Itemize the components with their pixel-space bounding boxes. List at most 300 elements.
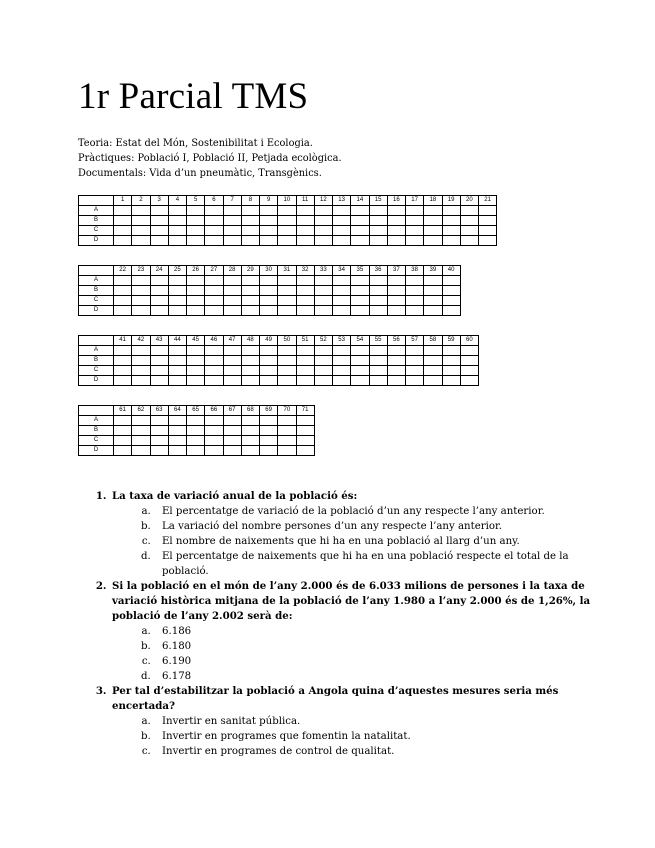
grid-answer-cell[interactable]: [278, 306, 296, 316]
grid-answer-cell[interactable]: [424, 236, 442, 246]
grid-answer-cell[interactable]: [114, 206, 132, 216]
grid-answer-cell[interactable]: [114, 346, 132, 356]
grid-answer-cell[interactable]: [406, 306, 424, 316]
grid-answer-cell[interactable]: [132, 306, 150, 316]
grid-answer-cell[interactable]: [241, 216, 259, 226]
grid-answer-cell[interactable]: [314, 216, 332, 226]
grid-answer-cell[interactable]: [387, 366, 405, 376]
grid-answer-cell[interactable]: [479, 226, 497, 236]
grid-answer-cell[interactable]: [296, 276, 314, 286]
grid-answer-cell[interactable]: [150, 306, 168, 316]
grid-answer-cell[interactable]: [150, 296, 168, 306]
question-item: [110, 684, 610, 759]
grid-answer-cell[interactable]: [223, 446, 241, 456]
grid-answer-cell[interactable]: [241, 226, 259, 236]
grid-answer-cell[interactable]: [406, 376, 424, 386]
grid-answer-cell[interactable]: [223, 306, 241, 316]
grid-answer-cell[interactable]: [132, 416, 150, 426]
grid-answer-cell[interactable]: [205, 216, 223, 226]
grid-answer-cell[interactable]: [406, 236, 424, 246]
grid-answer-cell[interactable]: [168, 426, 186, 436]
answer-option[interactable]: a. Invertir en sanitat pública.: [154, 714, 610, 729]
grid-answer-cell[interactable]: [442, 286, 460, 296]
grid-answer-cell[interactable]: [241, 366, 259, 376]
grid-answer-cell[interactable]: [168, 286, 186, 296]
grid-answer-cell[interactable]: [150, 416, 168, 426]
grid-answer-cell[interactable]: [278, 276, 296, 286]
grid-answer-cell[interactable]: [168, 346, 186, 356]
grid-answer-cell[interactable]: [314, 226, 332, 236]
grid-answer-cell[interactable]: [278, 236, 296, 246]
grid-answer-cell[interactable]: [296, 446, 314, 456]
grid-answer-cell[interactable]: [114, 286, 132, 296]
grid-answer-cell[interactable]: [296, 296, 314, 306]
grid-answer-cell[interactable]: [278, 436, 296, 446]
grid-answer-cell[interactable]: [424, 366, 442, 376]
grid-answer-cell[interactable]: [278, 216, 296, 226]
grid-answer-cell[interactable]: [223, 416, 241, 426]
grid-answer-cell[interactable]: [369, 356, 387, 366]
grid-answer-cell[interactable]: [205, 206, 223, 216]
grid-answer-cell[interactable]: [241, 416, 259, 426]
grid-answer-cell[interactable]: [406, 346, 424, 356]
grid-answer-cell[interactable]: [150, 346, 168, 356]
grid-answer-cell[interactable]: [387, 376, 405, 386]
grid-answer-cell[interactable]: [132, 356, 150, 366]
grid-answer-cell[interactable]: [132, 426, 150, 436]
grid-answer-cell[interactable]: [406, 366, 424, 376]
grid-answer-cell[interactable]: [387, 286, 405, 296]
grid-answer-cell[interactable]: [460, 216, 478, 226]
grid-answer-cell[interactable]: [168, 356, 186, 366]
grid-answer-cell[interactable]: [132, 366, 150, 376]
grid-answer-cell[interactable]: [150, 376, 168, 386]
answer-option[interactable]: c. El nombre de naixements que hi ha en una població al llarg d’un any.: [154, 534, 610, 549]
grid-answer-cell[interactable]: [424, 216, 442, 226]
grid-answer-cell[interactable]: [424, 296, 442, 306]
grid-answer-cell[interactable]: [351, 306, 369, 316]
grid-answer-cell[interactable]: [369, 296, 387, 306]
grid-answer-cell[interactable]: [369, 226, 387, 236]
grid-answer-cell[interactable]: [132, 286, 150, 296]
grid-answer-cell[interactable]: [442, 346, 460, 356]
answer-option[interactable]: c. 6.190: [154, 654, 610, 669]
grid-answer-cell[interactable]: [187, 426, 205, 436]
answer-option[interactable]: b. 6.180: [154, 639, 610, 654]
grid-answer-cell[interactable]: [260, 346, 278, 356]
grid-answer-cell[interactable]: [278, 226, 296, 236]
grid-answer-cell[interactable]: [114, 306, 132, 316]
grid-answer-cell[interactable]: [442, 226, 460, 236]
grid-answer-cell[interactable]: [168, 226, 186, 236]
grid-answer-cell[interactable]: [351, 276, 369, 286]
grid-answer-cell[interactable]: [168, 206, 186, 216]
grid-answer-cell[interactable]: [187, 366, 205, 376]
grid-answer-cell[interactable]: [479, 216, 497, 226]
grid-answer-cell[interactable]: [351, 376, 369, 386]
grid-answer-cell[interactable]: [132, 376, 150, 386]
grid-answer-cell[interactable]: [460, 226, 478, 236]
grid-answer-cell[interactable]: [114, 276, 132, 286]
grid-answer-cell[interactable]: [296, 286, 314, 296]
grid-answer-cell[interactable]: [260, 376, 278, 386]
grid-answer-cell[interactable]: [260, 426, 278, 436]
grid-answer-cell[interactable]: [442, 276, 460, 286]
grid-answer-cell[interactable]: [260, 286, 278, 296]
grid-answer-cell[interactable]: [424, 356, 442, 366]
grid-answer-cell[interactable]: [168, 296, 186, 306]
grid-answer-cell[interactable]: [260, 306, 278, 316]
grid-answer-cell[interactable]: [132, 446, 150, 456]
grid-answer-cell[interactable]: [223, 356, 241, 366]
grid-answer-cell[interactable]: [260, 216, 278, 226]
grid-answer-cell[interactable]: [150, 366, 168, 376]
grid-answer-cell[interactable]: [424, 306, 442, 316]
grid-answer-cell[interactable]: [296, 216, 314, 226]
grid-answer-cell[interactable]: [314, 236, 332, 246]
grid-answer-cell[interactable]: [223, 286, 241, 296]
grid-answer-cell[interactable]: [351, 296, 369, 306]
grid-answer-cell[interactable]: [387, 346, 405, 356]
answer-option[interactable]: b. Invertir en programes que fomentin la natalitat.: [154, 729, 610, 744]
grid-answer-cell[interactable]: [241, 236, 259, 246]
grid-answer-cell[interactable]: [460, 346, 478, 356]
grid-answer-cell[interactable]: [223, 226, 241, 236]
grid-answer-cell[interactable]: [132, 296, 150, 306]
grid-answer-cell[interactable]: [296, 436, 314, 446]
grid-answer-cell[interactable]: [260, 236, 278, 246]
grid-answer-cell[interactable]: [114, 426, 132, 436]
grid-answer-cell[interactable]: [114, 216, 132, 226]
grid-answer-cell[interactable]: [187, 296, 205, 306]
grid-answer-cell[interactable]: [114, 226, 132, 236]
grid-answer-cell[interactable]: [296, 236, 314, 246]
grid-answer-cell[interactable]: [187, 286, 205, 296]
grid-answer-cell[interactable]: [132, 276, 150, 286]
grid-answer-cell[interactable]: [205, 366, 223, 376]
answer-option[interactable]: d. 6.178: [154, 669, 610, 684]
grid-answer-cell[interactable]: [150, 356, 168, 366]
answer-option[interactable]: d. El percentatge de naixements que hi ha en una població respecte el total de la població.: [154, 549, 610, 579]
grid-answer-cell[interactable]: [150, 436, 168, 446]
grid-answer-cell[interactable]: [241, 296, 259, 306]
grid-answer-cell[interactable]: [442, 236, 460, 246]
grid-answer-cell[interactable]: [187, 376, 205, 386]
grid-row: [79, 426, 315, 436]
grid-answer-cell[interactable]: [241, 276, 259, 286]
grid-answer-cell[interactable]: [168, 236, 186, 246]
grid-answer-cell[interactable]: [260, 366, 278, 376]
grid-answer-cell[interactable]: [132, 206, 150, 216]
grid-answer-cell[interactable]: [406, 226, 424, 236]
grid-answer-cell[interactable]: [460, 206, 478, 216]
grid-answer-cell[interactable]: [406, 206, 424, 216]
grid-answer-cell[interactable]: [168, 306, 186, 316]
grid-answer-cell[interactable]: [424, 286, 442, 296]
grid-answer-cell[interactable]: [406, 216, 424, 226]
grid-answer-cell[interactable]: [406, 286, 424, 296]
grid-answer-cell[interactable]: [223, 436, 241, 446]
grid-answer-cell[interactable]: [114, 416, 132, 426]
grid-answer-cell[interactable]: [296, 426, 314, 436]
grid-answer-cell[interactable]: [223, 346, 241, 356]
grid-answer-cell[interactable]: [205, 356, 223, 366]
grid-answer-cell[interactable]: [150, 236, 168, 246]
grid-answer-cell[interactable]: [114, 436, 132, 446]
grid-answer-cell[interactable]: [351, 286, 369, 296]
grid-answer-cell[interactable]: [187, 216, 205, 226]
grid-answer-cell[interactable]: [314, 276, 332, 286]
grid-answer-cell[interactable]: [387, 296, 405, 306]
grid-answer-cell[interactable]: [205, 226, 223, 236]
grid-answer-cell[interactable]: [296, 416, 314, 426]
grid-answer-cell[interactable]: [369, 216, 387, 226]
grid-answer-cell[interactable]: [333, 216, 351, 226]
grid-answer-cell[interactable]: [351, 366, 369, 376]
grid-answer-cell[interactable]: [424, 226, 442, 236]
grid-answer-cell[interactable]: [241, 306, 259, 316]
grid-answer-cell[interactable]: [205, 376, 223, 386]
grid-answer-cell[interactable]: [406, 296, 424, 306]
grid-answer-cell[interactable]: [168, 276, 186, 286]
grid-answer-cell[interactable]: [479, 236, 497, 246]
grid-answer-cell[interactable]: [314, 286, 332, 296]
grid-answer-cell[interactable]: [205, 296, 223, 306]
grid-answer-cell[interactable]: [223, 296, 241, 306]
grid-answer-cell[interactable]: [351, 216, 369, 226]
grid-answer-cell[interactable]: [314, 296, 332, 306]
grid-answer-cell[interactable]: [205, 426, 223, 436]
grid-answer-cell[interactable]: [168, 366, 186, 376]
grid-answer-cell[interactable]: [387, 216, 405, 226]
grid-answer-cell[interactable]: [223, 216, 241, 226]
grid-answer-cell[interactable]: [114, 376, 132, 386]
grid-answer-cell[interactable]: [333, 206, 351, 216]
grid-answer-cell[interactable]: [205, 306, 223, 316]
grid-answer-cell[interactable]: [296, 346, 314, 356]
grid-answer-cell[interactable]: [241, 376, 259, 386]
grid-answer-cell[interactable]: [369, 236, 387, 246]
answer-option[interactable]: b. La variació del nombre persones d’un any respecte l’any anterior.: [154, 519, 610, 534]
grid-answer-cell[interactable]: [369, 306, 387, 316]
grid-answer-cell[interactable]: [223, 236, 241, 246]
grid-answer-cell[interactable]: [406, 356, 424, 366]
grid-answer-cell[interactable]: [333, 226, 351, 236]
grid-answer-cell[interactable]: [333, 276, 351, 286]
grid-answer-cell[interactable]: [442, 306, 460, 316]
grid-answer-cell[interactable]: [241, 446, 259, 456]
grid-answer-cell[interactable]: [369, 276, 387, 286]
grid-answer-cell[interactable]: [278, 206, 296, 216]
grid-answer-cell[interactable]: [442, 216, 460, 226]
grid-answer-cell[interactable]: [278, 376, 296, 386]
grid-answer-cell[interactable]: [150, 206, 168, 216]
grid-answer-cell[interactable]: [460, 236, 478, 246]
grid-answer-cell[interactable]: [187, 236, 205, 246]
grid-answer-cell[interactable]: [314, 356, 332, 366]
grid-answer-cell[interactable]: [114, 366, 132, 376]
grid-answer-cell[interactable]: [150, 286, 168, 296]
grid-answer-cell[interactable]: [278, 346, 296, 356]
grid-answer-cell[interactable]: [205, 276, 223, 286]
grid-answer-cell[interactable]: [351, 356, 369, 366]
grid-answer-cell[interactable]: [205, 286, 223, 296]
grid-answer-cell[interactable]: [333, 306, 351, 316]
grid-answer-cell[interactable]: [278, 296, 296, 306]
grid-answer-cell[interactable]: [296, 376, 314, 386]
grid-answer-cell[interactable]: [187, 346, 205, 356]
grid-answer-cell[interactable]: [187, 356, 205, 366]
grid-answer-cell[interactable]: [369, 286, 387, 296]
grid-answer-cell[interactable]: [387, 236, 405, 246]
grid-answer-cell[interactable]: [114, 236, 132, 246]
grid-answer-cell[interactable]: [296, 366, 314, 376]
grid-answer-cell[interactable]: [260, 226, 278, 236]
grid-answer-cell[interactable]: [260, 446, 278, 456]
grid-answer-cell[interactable]: [424, 276, 442, 286]
grid-answer-cell[interactable]: [424, 376, 442, 386]
grid-answer-cell[interactable]: [424, 206, 442, 216]
grid-answer-cell[interactable]: [333, 366, 351, 376]
grid-answer-cell[interactable]: [168, 376, 186, 386]
grid-answer-cell[interactable]: [205, 446, 223, 456]
grid-answer-cell[interactable]: [278, 286, 296, 296]
grid-answer-cell[interactable]: [223, 276, 241, 286]
grid-answer-cell[interactable]: [369, 366, 387, 376]
grid-answer-cell[interactable]: [150, 216, 168, 226]
grid-answer-cell[interactable]: [223, 426, 241, 436]
grid-answer-cell[interactable]: [260, 276, 278, 286]
grid-answer-cell[interactable]: [114, 356, 132, 366]
grid-answer-cell[interactable]: [296, 226, 314, 236]
grid-answer-cell[interactable]: [369, 206, 387, 216]
grid-answer-cell[interactable]: [333, 286, 351, 296]
grid-answer-cell[interactable]: [460, 376, 478, 386]
grid-answer-cell[interactable]: [132, 216, 150, 226]
grid-answer-cell[interactable]: [333, 346, 351, 356]
grid-answer-cell[interactable]: [241, 436, 259, 446]
grid-answer-cell[interactable]: [223, 376, 241, 386]
grid-answer-cell[interactable]: [314, 206, 332, 216]
grid-answer-cell[interactable]: [278, 416, 296, 426]
grid-answer-cell[interactable]: [460, 366, 478, 376]
grid-answer-cell[interactable]: [333, 376, 351, 386]
grid-answer-cell[interactable]: [387, 206, 405, 216]
grid-answer-cell[interactable]: [168, 416, 186, 426]
grid-answer-cell[interactable]: [387, 356, 405, 366]
grid-answer-cell[interactable]: [387, 226, 405, 236]
grid-answer-cell[interactable]: [260, 356, 278, 366]
grid-answer-cell[interactable]: [150, 446, 168, 456]
grid-answer-cell[interactable]: [187, 416, 205, 426]
grid-answer-cell[interactable]: [278, 446, 296, 456]
grid-answer-cell[interactable]: [424, 346, 442, 356]
grid-answer-cell[interactable]: [333, 236, 351, 246]
grid-answer-cell[interactable]: [187, 206, 205, 216]
grid-answer-cell[interactable]: [442, 366, 460, 376]
grid-answer-cell[interactable]: [260, 436, 278, 446]
grid-answer-cell[interactable]: [351, 226, 369, 236]
grid-answer-cell[interactable]: [314, 306, 332, 316]
grid-answer-cell[interactable]: [241, 206, 259, 216]
grid-answer-cell[interactable]: [150, 226, 168, 236]
grid-answer-cell[interactable]: [314, 366, 332, 376]
grid-answer-cell[interactable]: [278, 356, 296, 366]
grid-answer-cell[interactable]: [333, 296, 351, 306]
grid-answer-cell[interactable]: [333, 356, 351, 366]
grid-answer-cell[interactable]: [479, 206, 497, 216]
grid-answer-cell[interactable]: [241, 356, 259, 366]
answer-option[interactable]: a. El percentatge de variació de la població d’un any respecte l’any anterior.: [154, 504, 610, 519]
grid-answer-cell[interactable]: [223, 366, 241, 376]
grid-answer-cell[interactable]: [314, 346, 332, 356]
grid-answer-cell[interactable]: [150, 426, 168, 436]
answer-option[interactable]: a. 6.186: [154, 624, 610, 639]
grid-answer-cell[interactable]: [442, 206, 460, 216]
grid-answer-cell[interactable]: [205, 346, 223, 356]
grid-answer-cell[interactable]: [205, 236, 223, 246]
grid-answer-cell[interactable]: [187, 276, 205, 286]
grid-row-header: D: [79, 446, 114, 456]
grid-answer-cell[interactable]: [351, 236, 369, 246]
grid-answer-cell[interactable]: [241, 426, 259, 436]
grid-answer-cell[interactable]: [460, 356, 478, 366]
grid-answer-cell[interactable]: [187, 226, 205, 236]
grid-row-header: D: [79, 236, 114, 246]
grid-answer-cell[interactable]: [296, 206, 314, 216]
grid-answer-cell[interactable]: [442, 376, 460, 386]
grid-answer-cell[interactable]: [114, 296, 132, 306]
grid-answer-cell[interactable]: [132, 436, 150, 446]
grid-answer-cell[interactable]: [150, 276, 168, 286]
grid-answer-cell[interactable]: [260, 416, 278, 426]
grid-answer-cell[interactable]: [387, 306, 405, 316]
grid-answer-cell[interactable]: [406, 276, 424, 286]
grid-answer-cell[interactable]: [168, 446, 186, 456]
grid-answer-cell[interactable]: [132, 226, 150, 236]
grid-answer-cell[interactable]: [168, 216, 186, 226]
grid-answer-cell[interactable]: [369, 346, 387, 356]
grid-answer-cell[interactable]: [260, 206, 278, 216]
grid-answer-cell[interactable]: [314, 376, 332, 386]
grid-answer-cell[interactable]: [387, 276, 405, 286]
grid-answer-cell[interactable]: [187, 446, 205, 456]
grid-answer-cell[interactable]: [205, 416, 223, 426]
grid-answer-cell[interactable]: [132, 236, 150, 246]
grid-answer-cell[interactable]: [187, 436, 205, 446]
grid-answer-cell[interactable]: [442, 356, 460, 366]
grid-answer-cell[interactable]: [241, 286, 259, 296]
grid-answer-cell[interactable]: [168, 436, 186, 446]
grid-answer-cell[interactable]: [296, 306, 314, 316]
answer-option[interactable]: c. Invertir en programes de control de qualitat.: [154, 744, 610, 759]
grid-answer-cell[interactable]: [132, 346, 150, 356]
grid-row-header: A: [79, 206, 114, 216]
grid-answer-cell[interactable]: [114, 446, 132, 456]
grid-answer-cell[interactable]: [351, 346, 369, 356]
grid-answer-cell[interactable]: [223, 206, 241, 216]
grid-answer-cell[interactable]: [442, 296, 460, 306]
grid-answer-cell[interactable]: [278, 426, 296, 436]
grid-answer-cell[interactable]: [369, 376, 387, 386]
grid-answer-cell[interactable]: [351, 206, 369, 216]
grid-answer-cell[interactable]: [241, 346, 259, 356]
grid-answer-cell[interactable]: [260, 296, 278, 306]
grid-answer-cell[interactable]: [187, 306, 205, 316]
grid-answer-cell[interactable]: [205, 436, 223, 446]
grid-answer-cell[interactable]: [296, 356, 314, 366]
grid-answer-cell[interactable]: [278, 366, 296, 376]
